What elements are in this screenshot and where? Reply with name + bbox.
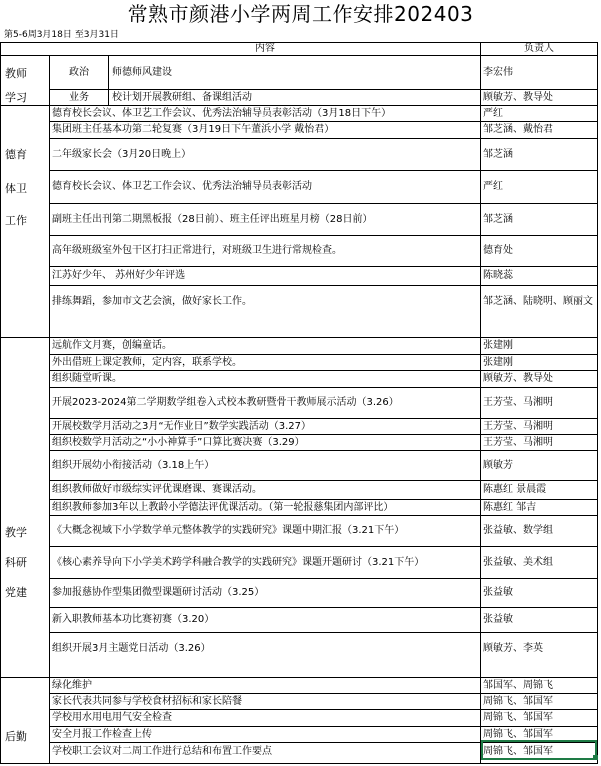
row-owner: 王芳莹、马湘明 bbox=[483, 420, 553, 432]
row-owner: 周锦飞、邹国军 bbox=[483, 712, 553, 723]
sub-politics: 政治 bbox=[69, 66, 89, 78]
row-owner: 张建刚 bbox=[483, 356, 513, 368]
row-content: 组织教师做好市级综实评优课磨课、赛课活动。 bbox=[52, 484, 262, 495]
fill-handle[interactable] bbox=[593, 755, 598, 760]
header-owner: 负责人 bbox=[524, 42, 554, 54]
row-owner: 严红 bbox=[483, 107, 503, 119]
row-content: 组织教师参加3年以上教龄小学德法评优课活动。（第一轮报慈集团内部评比） bbox=[52, 501, 394, 513]
row-owner: 严红 bbox=[483, 181, 503, 192]
header-content: 内容 bbox=[255, 42, 275, 54]
row-owner: 邹芝涵 bbox=[483, 148, 513, 160]
row-owner: 顾敏芳 bbox=[483, 459, 513, 471]
row-content: 排练舞蹈，参加市文艺会演，做好家长工作。 bbox=[52, 296, 252, 307]
category-work: 工作 bbox=[5, 214, 27, 227]
row-content: 副班主任出刊第二期黑板报（28日前）、班主任评出班星月榜（28日前） bbox=[52, 213, 373, 225]
row-owner: 陈惠红 邹吉 bbox=[483, 501, 537, 513]
row-owner: 陈惠红 景晨霞 bbox=[483, 484, 547, 495]
row-content: 校计划开展教研组、备课组活动 bbox=[112, 91, 252, 103]
row-owner: 周锦飞、邹国军 bbox=[483, 695, 553, 707]
row-content: 开展校数学月活动之3月“无作业日”数学实践活动（3.27） bbox=[52, 420, 311, 432]
row-owner: 王芳莹、马湘明 bbox=[483, 436, 553, 448]
row-content: 《大概念视域下小学数学单元整体教学的实践研究》课题中期汇报（3.21下午） bbox=[52, 525, 405, 536]
row-content: 外出借班上课定教师，定内容，联系学校。 bbox=[52, 356, 242, 368]
row-content: 开展2023-2024第二学期数学组卷入式校本教研暨骨干教师展示活动（3.26） bbox=[52, 397, 399, 408]
row-content: 《核心素养导向下小学美术跨学科融合教学的实践研究》课题开题研讨（3.21下午） bbox=[52, 556, 425, 568]
row-content: 参加报慈协作型集团微型课题研讨活动（3.25） bbox=[52, 587, 265, 598]
row-content: 安全月报工作检查上传 bbox=[52, 728, 152, 740]
row-content: 组织开展3月主题党日活动（3.26） bbox=[52, 643, 211, 654]
category-research: 科研 bbox=[5, 556, 27, 569]
row-content: 组织校数学月活动之“小小神算手”口算比赛决赛（3.29） bbox=[52, 436, 305, 448]
row-content: 新入职教师基本功比赛初赛（3.20） bbox=[52, 614, 215, 625]
row-content: 德育校长会议、体卫艺工作会议、优秀法治辅导员表彰活动（3月18日下午） bbox=[52, 107, 392, 119]
row-owner: 邹国军、周锦飞 bbox=[483, 679, 553, 691]
row-content: 组织开展幼小衔接活动（3.18上午） bbox=[52, 459, 215, 471]
sub-business: 业务 bbox=[69, 91, 89, 103]
page-title: 常熟市颜港小学两周工作安排202403 bbox=[127, 2, 474, 26]
row-owner: 顾敏芳、李英 bbox=[483, 643, 543, 654]
category-logistics: 后勤 bbox=[5, 730, 27, 743]
row-owner: 王芳莹、马湘明 bbox=[483, 397, 553, 408]
row-content: 德育校长会议、体卫艺工作会议、优秀法治辅导员表彰活动 bbox=[52, 181, 312, 192]
row-owner: 周锦飞、邹国军 bbox=[483, 728, 553, 740]
category-teacher: 教师 bbox=[5, 67, 27, 80]
row-owner: 邹芝涵、陆晓明、顾丽文 bbox=[483, 296, 593, 307]
row-content: 学校职工会议对二周工作进行总结和布置工作要点 bbox=[52, 745, 272, 757]
row-owner: 张益敏、美术组 bbox=[483, 556, 553, 568]
row-content: 远航作文月赛，创编童话。 bbox=[52, 340, 172, 351]
row-owner: 邹芝涵、戴怡君 bbox=[483, 124, 553, 135]
row-content: 二年级家长会（3月20日晚上） bbox=[52, 148, 192, 160]
row-owner: 张益敏、数学组 bbox=[483, 525, 553, 536]
selected-cell[interactable] bbox=[481, 740, 597, 760]
category-moral: 德育 bbox=[5, 148, 27, 161]
row-content: 绿化维护 bbox=[52, 679, 92, 691]
row-owner: 陈晓蕊 bbox=[483, 270, 513, 281]
category-study: 学习 bbox=[5, 91, 27, 104]
row-owner: 张建刚 bbox=[483, 340, 513, 351]
row-owner: 顾敏芳、教导处 bbox=[483, 373, 553, 384]
row-content: 学校用水用电用气安全检查 bbox=[52, 712, 172, 723]
category-party: 党建 bbox=[5, 586, 27, 599]
row-owner: 张益敏 bbox=[483, 614, 513, 625]
row-content: 师德师风建设 bbox=[112, 66, 172, 78]
week-label: 第5-6周3月18日 至3月31日 bbox=[4, 30, 119, 40]
row-content: 家长代表共同参与学校食材招标和家长陪餐 bbox=[52, 695, 242, 707]
row-owner: 德育处 bbox=[483, 245, 513, 256]
row-content: 集团班主任基本功第二轮复赛（3月19日下午董浜小学 戴怡君） bbox=[52, 124, 335, 135]
row-content: 组织随堂听课。 bbox=[52, 373, 122, 384]
category-teaching: 教学 bbox=[5, 526, 27, 539]
row-owner[interactable]: 周锦飞、邹国军 bbox=[483, 745, 553, 757]
category-health: 体卫 bbox=[5, 182, 27, 195]
row-owner: 顾敏芳、教导处 bbox=[483, 91, 553, 103]
row-content: 高年级班级室外包干区打扫正常进行，对班级卫生进行常规检查。 bbox=[52, 245, 342, 256]
row-content: 江苏好少年、 苏州好少年评选 bbox=[52, 270, 186, 281]
row-owner: 邹芝涵 bbox=[483, 213, 513, 225]
row-owner: 张益敏 bbox=[483, 587, 513, 598]
row-owner: 李宏伟 bbox=[483, 66, 513, 78]
